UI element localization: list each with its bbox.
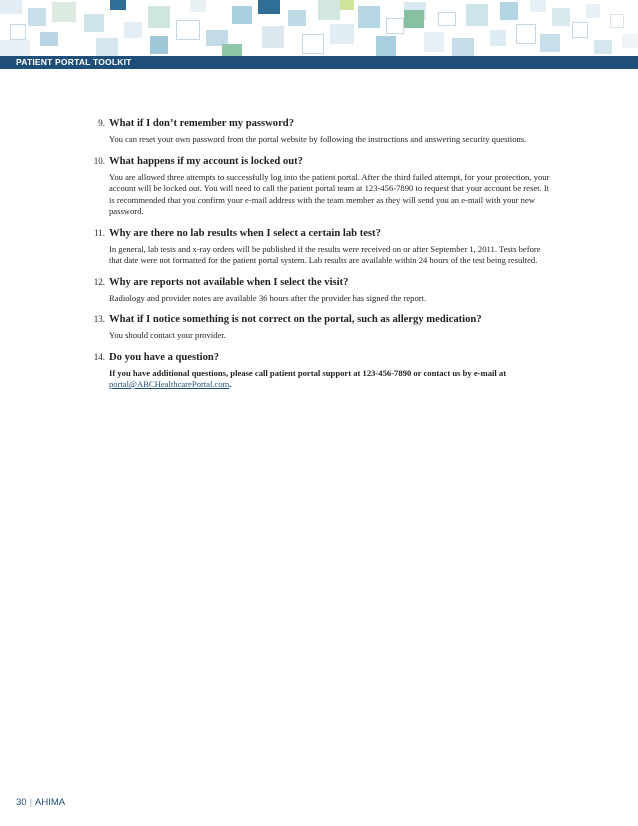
header-mosaic-graphic bbox=[0, 0, 638, 56]
faq-answer: You should contact your provider. bbox=[109, 330, 226, 340]
faq-answer-suffix: . bbox=[229, 379, 232, 389]
faq-number: 10. bbox=[93, 155, 105, 166]
faq-question: Why are there no lab results when I select a certain lab test? bbox=[109, 227, 381, 239]
faq-question: What if I notice something is not correct on the portal, such as allergy medication? bbox=[109, 314, 482, 325]
faq-item-14 bbox=[80, 351, 550, 391]
faq-answer-text: If you have additional questions, please call patient portal support at 123-456-7890 or contact us by e-mail at bbox=[109, 367, 507, 378]
faq-number: 14. bbox=[93, 351, 105, 362]
faq-item-13 bbox=[80, 313, 550, 342]
faq-item-12 bbox=[80, 276, 550, 305]
section-banner bbox=[0, 56, 638, 69]
faq-answer: You can reset your own password from the portal website by following the instructions and answering security questions. bbox=[109, 134, 527, 144]
faq-question: Do you have a question? bbox=[109, 351, 220, 363]
banner-title: PATIENT PORTAL TOOLKIT bbox=[16, 57, 132, 67]
faq-answer: Radiology and provider notes are available 36 hours after the provider has signed the report. bbox=[109, 292, 427, 303]
faq-list bbox=[80, 117, 550, 400]
faq-number: 13. bbox=[93, 314, 105, 324]
faq-item-11 bbox=[80, 227, 550, 267]
faq-answer bbox=[109, 368, 550, 391]
faq-question: Why are reports not available when I select the visit? bbox=[109, 276, 349, 288]
support-email-link[interactable]: portal@ABCHealthcarePortal.com bbox=[109, 379, 230, 389]
faq-answer: In general, lab tests and x-ray orders will be published if the results were received on or after September 1, 2011. Tests before that date were not formatted for the patient portal system. Lab results are available within 24 hours of the test being resulted. bbox=[109, 243, 541, 265]
faq-number: 11. bbox=[94, 227, 105, 238]
faq-number: 12. bbox=[93, 276, 105, 287]
footer-separator: | bbox=[29, 797, 33, 808]
faq-number: 9. bbox=[98, 118, 105, 128]
faq-item-10 bbox=[80, 155, 550, 218]
faq-question: What happens if my account is locked out? bbox=[109, 155, 303, 167]
footer-org: AHIMA bbox=[35, 797, 66, 808]
faq-item-9 bbox=[80, 117, 550, 146]
page-footer bbox=[16, 797, 65, 808]
page-number: 30 bbox=[16, 797, 27, 808]
faq-question: What if I don’t remember my password? bbox=[109, 118, 294, 129]
faq-answer: You are allowed three attempts to successfully log into the patient portal. After the third failed attempt, for your protection, your account will be locked out. You will need to call the patient portal team at 123-456-7890 to request that your account be reset. It is recommended that you confirm your e-mail address with the team member as they will send you an e-mail with your new password. bbox=[109, 171, 550, 216]
